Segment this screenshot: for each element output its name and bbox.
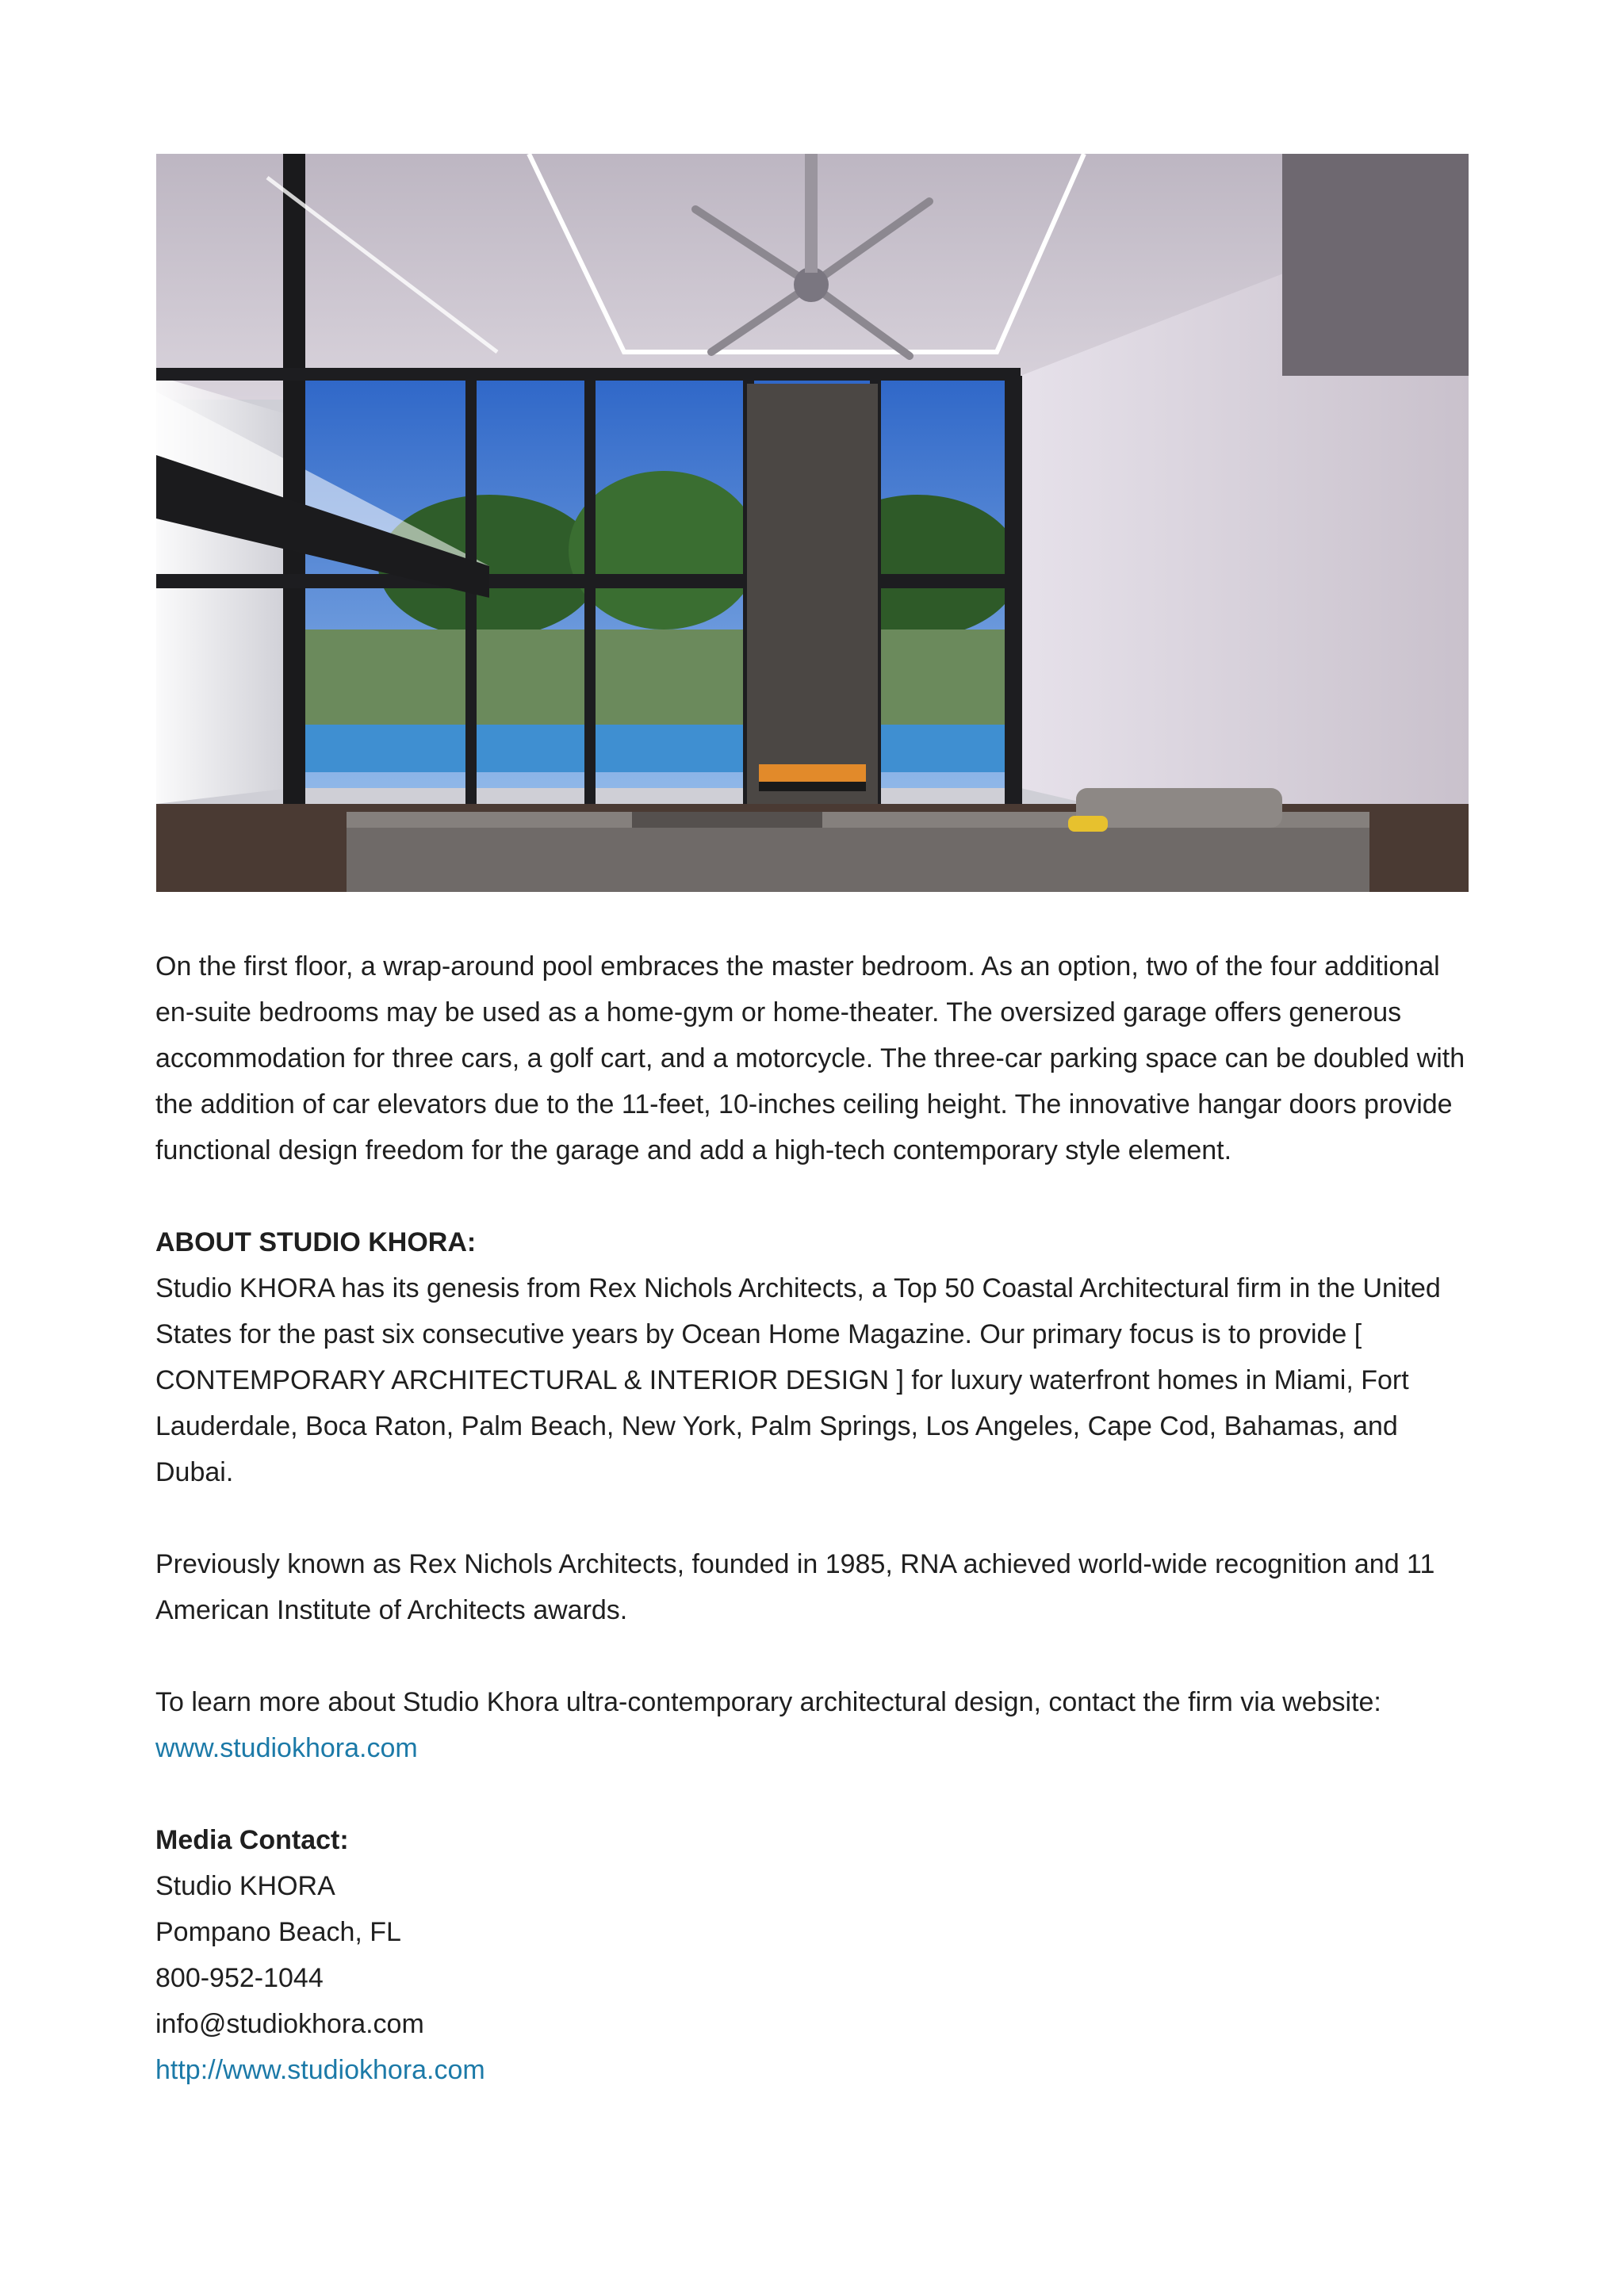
media-contact-block — [155, 1817, 1472, 2093]
contact-phone: 800-952-1044 — [155, 1963, 324, 1993]
contact-name: Studio KHORA — [155, 1871, 335, 1901]
learn-more-text: To learn more about Studio Khora ultra-contemporary architectural design, contact the firm via website: — [155, 1687, 1381, 1717]
about-body: Studio KHORA has its genesis from Rex Nichols Architects, a Top 50 Coastal Architectural firm in the United States for the past six consecutive years by Ocean Home Magazine. Our primary focus is to provide [ CONTEMPORARY ARCHITECTURAL & INTERIOR DESIGN ] for luxury waterfront homes in Miami, Fort Lauderdale, Boca Raton, Palm Beach, New York, Palm Springs, Los Angeles, Cape Cod, Bahamas, and Dubai. — [155, 1273, 1441, 1487]
article-body — [155, 943, 1472, 2093]
media-contact-heading: Media Contact: — [155, 1825, 349, 1855]
interior-illustration — [156, 154, 1469, 892]
contact-location: Pompano Beach, FL — [155, 1917, 401, 1947]
history-paragraph: Previously known as Rex Nichols Architects, founded in 1985, RNA achieved world-wide recognition and 11 American Institute of Architects awards. — [155, 1549, 1435, 1625]
about-section — [155, 1219, 1472, 1495]
contact-url-link[interactable]: http://www.studiokhora.com — [155, 2055, 485, 2085]
floor-plan-paragraph: On the first floor, a wrap-around pool embraces the master bedroom. As an option, two of the four additional en-suite bedrooms may be used as a home-gym or home-theater. The oversized garage offers generous accommodation for three cars, a golf cart, and a motorcycle. The three-car parking space can be doubled with the addition of car elevators due to the 11-feet, 10-inches ceiling height. The innovative hangar doors provide functional design freedom for the garage and add a high-tech contemporary style element. — [155, 951, 1465, 1165]
hero-interior-photo — [156, 154, 1469, 892]
website-link[interactable]: www.studiokhora.com — [155, 1733, 418, 1763]
learn-more-paragraph — [155, 1679, 1472, 1771]
contact-email: info@studiokhora.com — [155, 2009, 424, 2039]
about-heading: ABOUT STUDIO KHORA: — [155, 1227, 477, 1257]
